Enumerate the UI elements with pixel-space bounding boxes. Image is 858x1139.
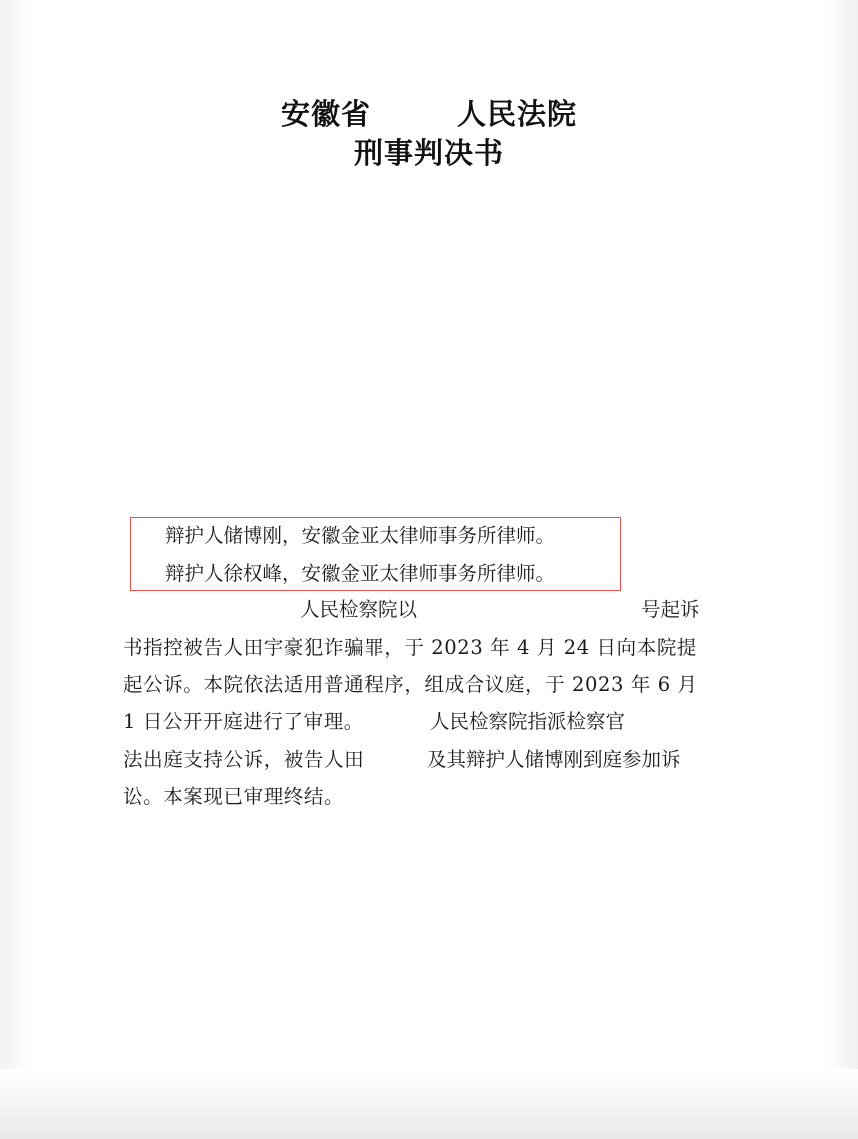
paragraph-line-1: 书指控被告人田宇豪犯诈骗罪，于 2023 年 4 月 24 日向本院提 <box>123 636 698 659</box>
defender-line-1: 辩护人储博刚，安徽金亚太律师事务所律师。 <box>165 524 556 547</box>
province-name: 安徽省 <box>280 97 371 131</box>
court-title <box>0 92 858 133</box>
paragraph-line-4-right: 及其辩护人储博刚到庭参加诉 <box>427 748 681 771</box>
defender-line-2: 辩护人徐权峰，安徽金亚太律师事务所律师。 <box>165 562 556 585</box>
document-type-title: 刑事判决书 <box>353 136 504 170</box>
paragraph-line-4-left: 法出庭支持公诉，被告人田 <box>123 748 365 771</box>
paragraph-line-5: 讼。本案现已审理终结。 <box>123 785 345 808</box>
paragraph-line-2: 起公诉。本院依法适用普通程序，组成合议庭，于 2023 年 6 月 <box>123 673 698 696</box>
scan-shadow-bottom <box>0 1069 858 1139</box>
court-name: 人民法院 <box>457 97 578 131</box>
paragraph-line-0-right: 号起诉 <box>641 598 700 621</box>
paragraph-line-3-right: 人民检察院指派检察官 <box>430 710 626 733</box>
paragraph-line-3-left: 1 日公开开庭进行了审理。 <box>123 710 364 733</box>
paragraph-line-0-left: 人民检察院以 <box>300 598 418 621</box>
